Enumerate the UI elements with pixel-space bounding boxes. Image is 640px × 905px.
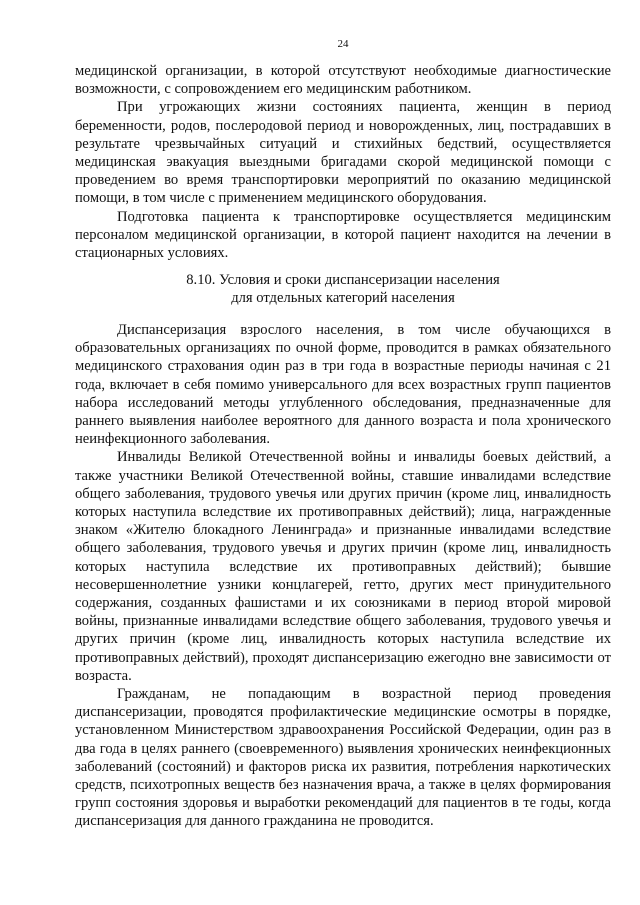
section-heading-line-1: 8.10. Условия и сроки диспансеризации населения: [186, 272, 500, 288]
paragraph-transport-preparation: Подготовка пациента к транспортировке осуществляется медицинским персоналом медицинской организации, в которой пациент находится на лечении в стационарных условиях.: [75, 208, 611, 262]
paragraph-continuation: медицинской организации, в которой отсутствуют необходимые диагностические возможности, с сопровождением его медицинским работником.: [75, 63, 611, 98]
page-number: 24: [337, 38, 349, 50]
paragraph-adult-dispensary: Диспансеризация взрослого населения, в том числе обучающихся в образовательных организациях по очной форме, проводится в рамках обязательного медицинского страхования один раз в три года в возрастные периоды начиная с 21 года, включает в себя помимо универсального для всех возрастных групп пациентов набора исследований методы углубленного обследования, предназначенные для раннего выявления наиболее вероятного для данного возраста и пола хронического неинфекционного заболевания.: [75, 322, 611, 448]
text-block-bottom: [75, 321, 611, 831]
section-heading-line-2: для отдельных категорий населения: [231, 290, 455, 307]
paragraph-preventive-exams: Гражданам, не попадающим в возрастной период проведения диспансеризации, проводятся профилактические медицинские осмотры в порядке, установленном Министерством здравоохранения Российской Федерации, один раз в два года в целях раннего (своевременного) выявления хронических неинфекционных заболеваний (состояний) и факторов риска их развития, потребления наркотических средств, психотропных веществ без назначения врача, а также в целях формирования групп состояния здоровья и выработки рекомендаций для пациентов в те годы, когда диспансеризация для данного гражданина не проводится.: [75, 686, 611, 830]
text-block-top: [75, 62, 611, 262]
paragraph-emergency-evacuation: При угрожающих жизни состояниях пациента, женщин в период беременности, родов, послеродовой период и новорожденных, лиц, пострадавших в результате чрезвычайных ситуаций и стихийных бедствий, осуществляется медицинская эвакуация выездными бригадами скорой медицинской помощи с проведением во время транспортировки мероприятий по оказанию медицинской помощи, в том числе с применением медицинского оборудования.: [75, 99, 611, 207]
section-heading: [75, 271, 611, 307]
paragraph-war-veterans: Инвалиды Великой Отечественной войны и инвалиды боевых действий, а также участники Великой Отечественной войны, ставшие инвалидами вследствие общего заболевания, трудового увечья или других причин (кроме лиц, инвалидность которых наступила вследствие их противоправных действий); лица, награжденные знаком «Жителю блокадного Ленинграда» и признанные инвалидами вследствие общего заболевания, трудового увечья и других причин (кроме лиц, инвалидность которых наступила вследствие их противоправных действий); бывшие несовершеннолетние узники концлагерей, гетто, других мест принудительного содержания, созданных фашистами и их союзниками в период второй мировой войны, признанные инвалидами вследствие общего заболевания, трудового увечья и других причин (кроме лиц, инвалидность которых наступила вследствие их противоправных действий), проходят диспансеризацию ежегодно вне зависимости от возраста.: [75, 449, 611, 684]
